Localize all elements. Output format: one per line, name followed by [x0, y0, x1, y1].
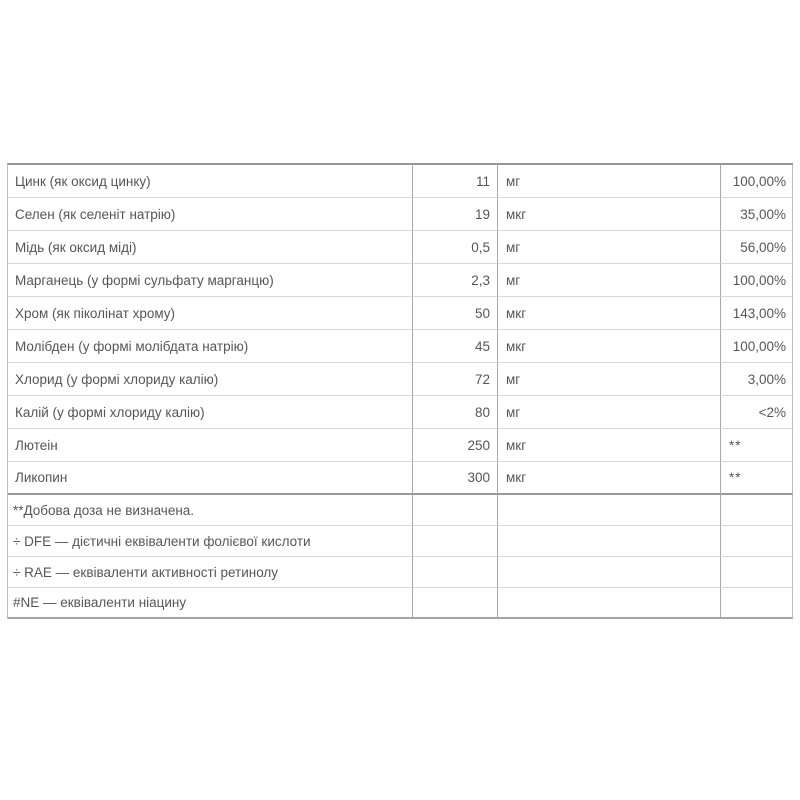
nutrient-name: Молібден (у формі молібдата натрію) [8, 330, 413, 363]
nutrient-amount: 45 [413, 330, 498, 363]
nutrient-daily-value: 100,00% [721, 330, 793, 363]
empty-cell [413, 588, 498, 619]
table-row [8, 429, 793, 462]
footnote-row [8, 557, 793, 588]
nutrient-name: Цинк (як оксид цинку) [8, 165, 413, 198]
empty-cell [498, 557, 721, 588]
nutrient-amount: 50 [413, 297, 498, 330]
nutrient-name: Селен (як селеніт натрію) [8, 198, 413, 231]
nutrient-unit: мг [498, 396, 721, 429]
footnote-text: #NE — еквіваленти ніацину [8, 588, 413, 619]
table-row [8, 264, 793, 297]
nutrient-unit: мкг [498, 429, 721, 462]
footnote-row [8, 588, 793, 619]
footnote-text: ÷ DFE — дієтичні еквіваленти фолієвої кислоти [8, 526, 413, 557]
nutrient-amount: 80 [413, 396, 498, 429]
empty-cell [721, 495, 793, 526]
nutrient-amount: 11 [413, 165, 498, 198]
nutrient-unit: мкг [498, 330, 721, 363]
empty-cell [413, 557, 498, 588]
supplement-facts-table [7, 163, 793, 619]
nutrient-daily-value: 56,00% [721, 231, 793, 264]
footnote-text: ÷ RAE — еквіваленти активності ретинолу [8, 557, 413, 588]
nutrient-unit: мкг [498, 297, 721, 330]
empty-cell [498, 495, 721, 526]
table-row [8, 165, 793, 198]
table-row [8, 297, 793, 330]
nutrient-unit: мкг [498, 198, 721, 231]
nutrient-name: Марганець (у формі сульфату марганцю) [8, 264, 413, 297]
footnote-row [8, 495, 793, 526]
nutrient-name: Калій (у формі хлориду калію) [8, 396, 413, 429]
nutrient-name: Ликопин [8, 462, 413, 495]
nutrient-daily-value: ** [721, 429, 793, 462]
nutrient-daily-value: 143,00% [721, 297, 793, 330]
nutrient-unit: мг [498, 165, 721, 198]
nutrient-daily-value: <2% [721, 396, 793, 429]
nutrient-daily-value: ** [721, 462, 793, 495]
nutrient-unit: мг [498, 264, 721, 297]
nutrient-name: Лютеін [8, 429, 413, 462]
table-row [8, 462, 793, 495]
nutrient-daily-value: 100,00% [721, 165, 793, 198]
empty-cell [498, 526, 721, 557]
nutrient-unit: мкг [498, 462, 721, 495]
nutrient-daily-value: 35,00% [721, 198, 793, 231]
nutrient-daily-value: 100,00% [721, 264, 793, 297]
nutrient-daily-value: 3,00% [721, 363, 793, 396]
empty-cell [721, 588, 793, 619]
table-row [8, 198, 793, 231]
empty-cell [721, 557, 793, 588]
table-row [8, 231, 793, 264]
nutrient-amount: 72 [413, 363, 498, 396]
table-row [8, 363, 793, 396]
nutrient-unit: мг [498, 363, 721, 396]
empty-cell [413, 495, 498, 526]
nutrient-name: Мідь (як оксид міді) [8, 231, 413, 264]
nutrient-amount: 250 [413, 429, 498, 462]
footnote-text: **Добова доза не визначена. [8, 495, 413, 526]
empty-cell [721, 526, 793, 557]
empty-cell [413, 526, 498, 557]
empty-cell [498, 588, 721, 619]
table-row [8, 396, 793, 429]
table-row [8, 330, 793, 363]
footnote-row [8, 526, 793, 557]
nutrient-amount: 19 [413, 198, 498, 231]
nutrient-name: Хлорид (у формі хлориду калію) [8, 363, 413, 396]
nutrient-amount: 300 [413, 462, 498, 495]
nutrient-unit: мг [498, 231, 721, 264]
nutrient-amount: 2,3 [413, 264, 498, 297]
nutrient-amount: 0,5 [413, 231, 498, 264]
nutrient-name: Хром (як піколінат хрому) [8, 297, 413, 330]
